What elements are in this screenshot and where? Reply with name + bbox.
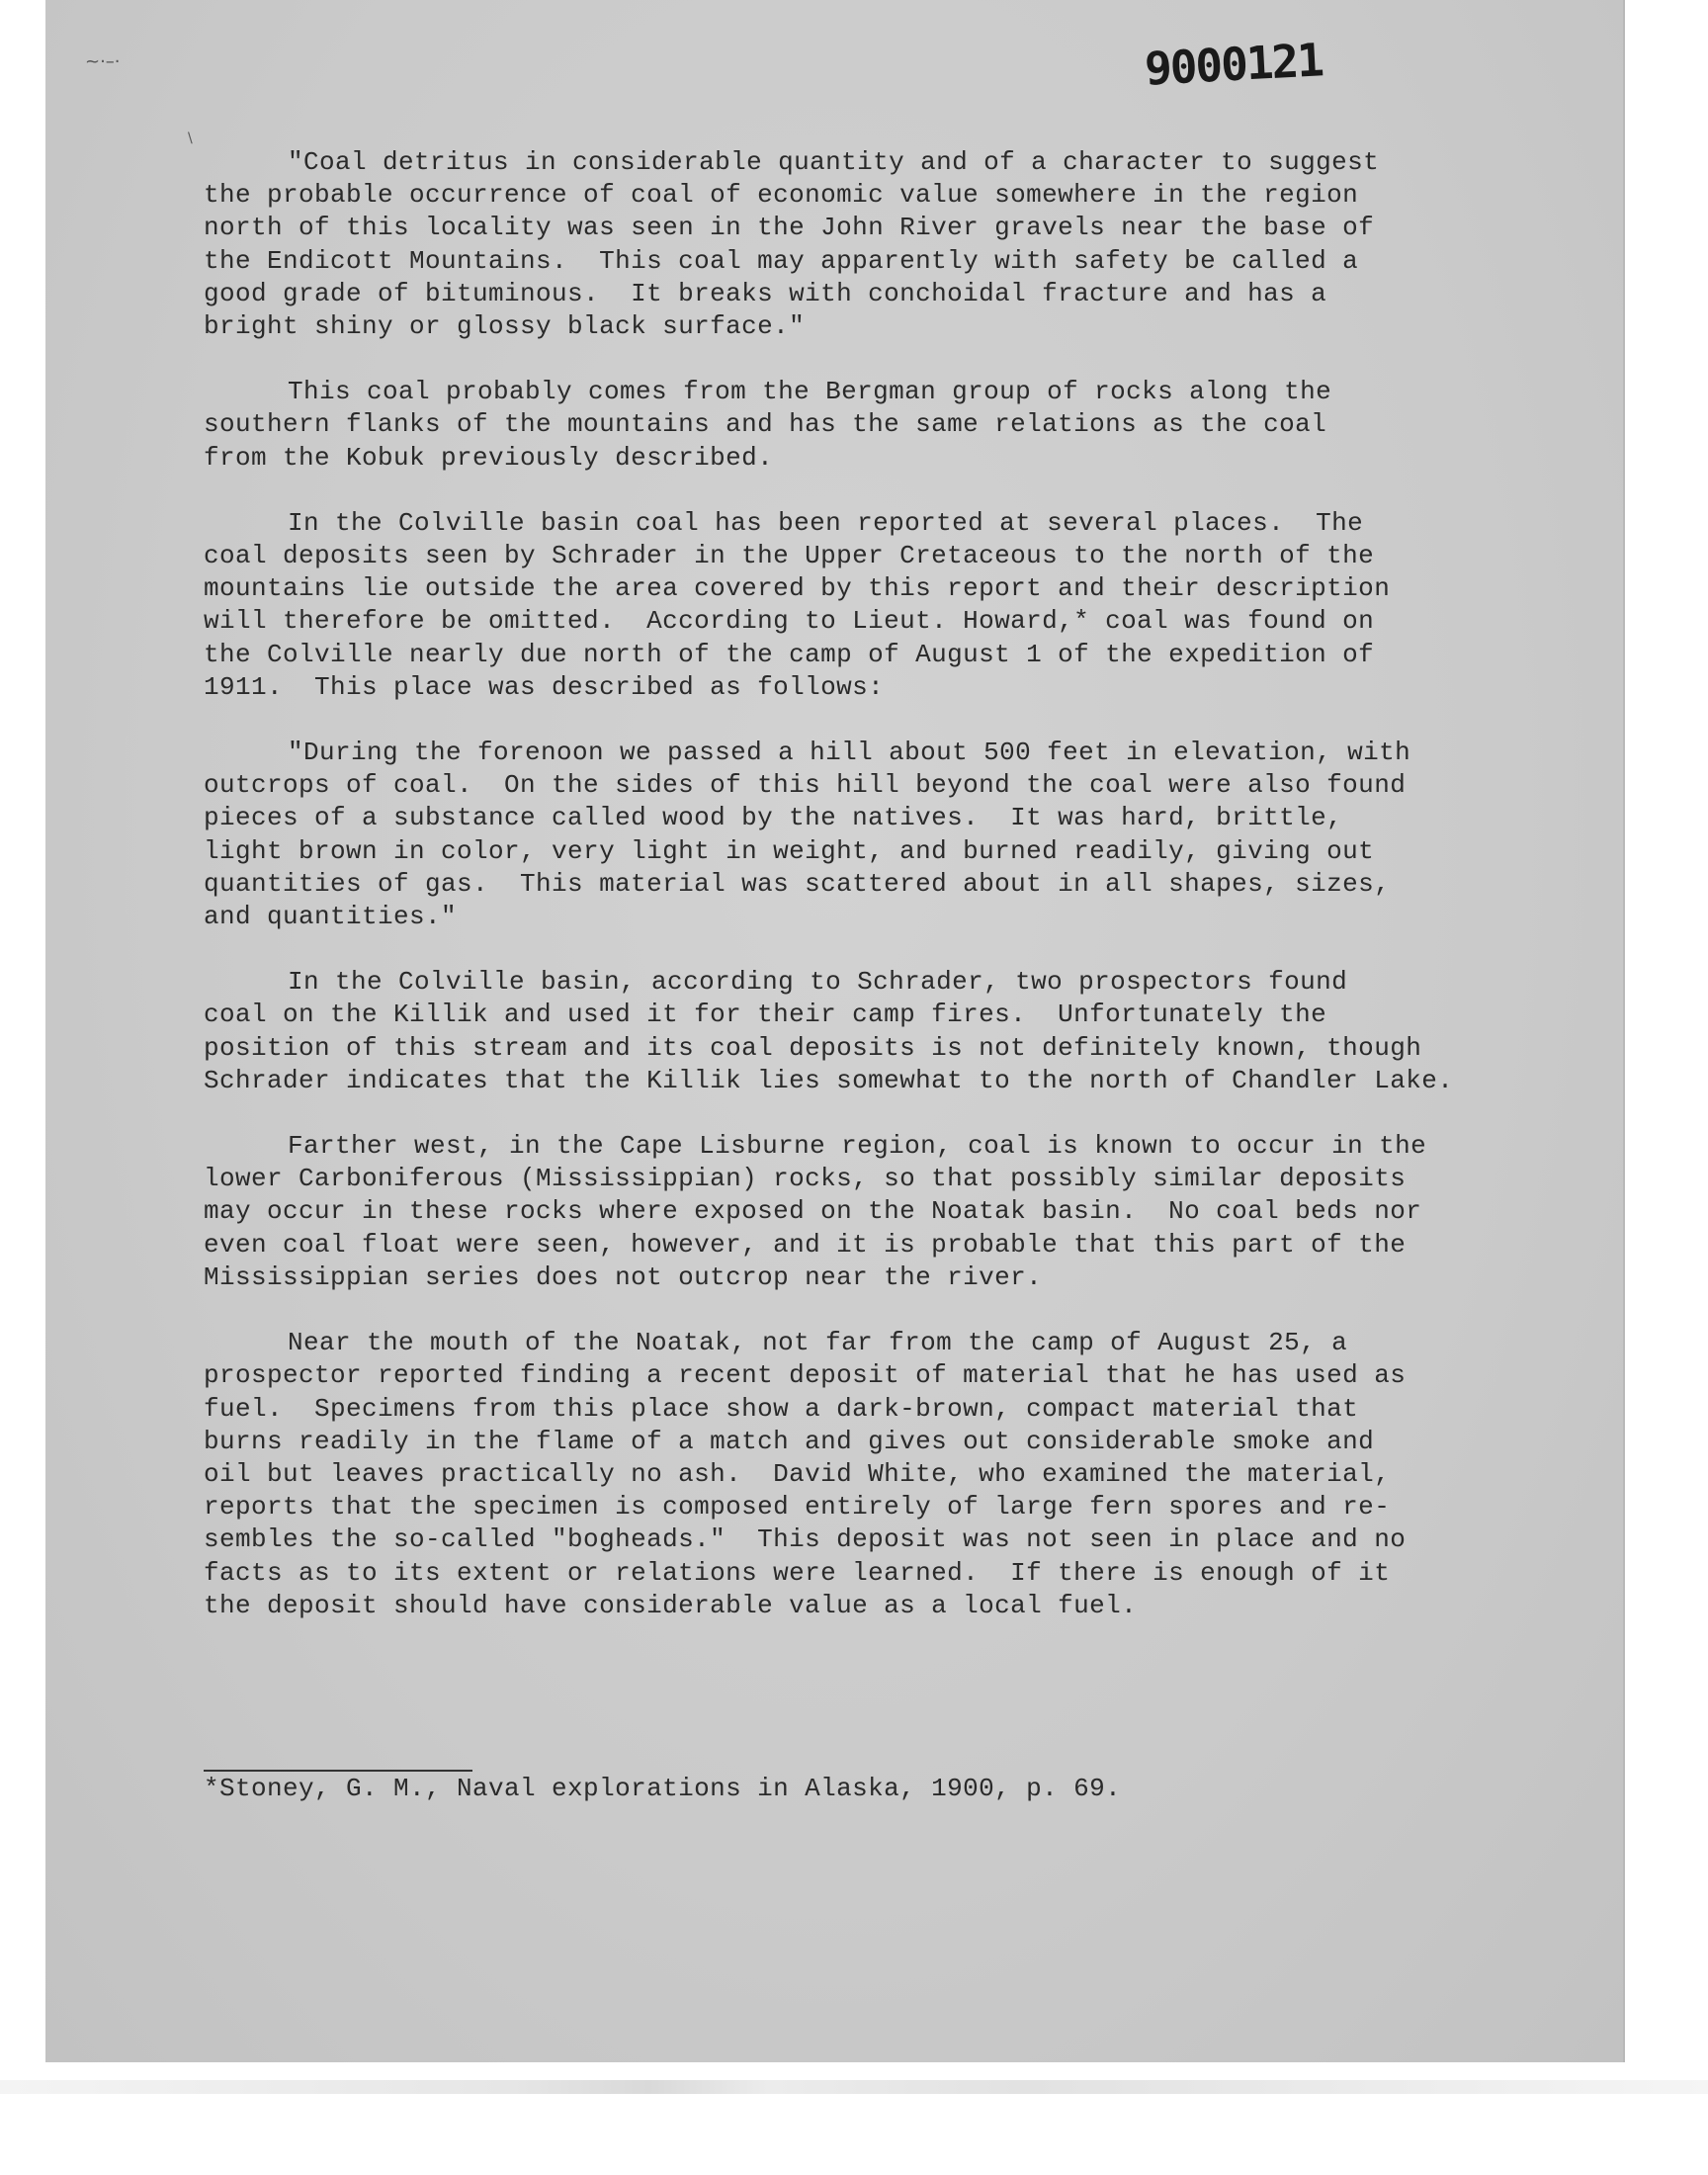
paragraph-5 xyxy=(204,966,1508,1097)
text-line: Mississippian series does not outcrop near the river. xyxy=(204,1262,1043,1292)
paragraph-6 xyxy=(204,1130,1508,1294)
text-line: good grade of bituminous. It breaks with conchoidal fracture and has a xyxy=(204,278,1327,308)
text-line: even coal float were seen, however, and it is probable that this part of the xyxy=(204,1229,1407,1260)
text-line: "Coal detritus in considerable quantity and of a character to suggest xyxy=(288,147,1380,177)
text-line: the Endicott Mountains. This coal may apparently with safety be called a xyxy=(204,245,1359,276)
text-line: southern flanks of the mountains and has the same relations as the coal xyxy=(204,409,1327,440)
paragraph-1 xyxy=(204,146,1508,343)
text-line: Farther west, in the Cape Lisburne region, coal is known to occur in the xyxy=(288,1131,1427,1162)
text-line: from the Kobuk previously described. xyxy=(204,442,774,473)
text-line: light brown in color, very light in weight, and burned readily, giving out xyxy=(204,835,1375,866)
text-line: pieces of a substance called wood by the natives. It was hard, brittle, xyxy=(204,803,1343,833)
scanner-edge-strip xyxy=(0,2080,1708,2094)
paragraph-3 xyxy=(204,507,1508,704)
text-line: Near the mouth of the Noatak, not far from the camp of August 25, a xyxy=(288,1328,1348,1358)
text-line: sembles the so-called "bogheads." This deposit was not seen in place and no xyxy=(204,1524,1407,1555)
text-line: fuel. Specimens from this place show a dark-brown, compact material that xyxy=(204,1393,1359,1424)
text-line: "During the forenoon we passed a hill about 500 feet in elevation, with xyxy=(288,738,1411,768)
text-line: oil but leaves practically no ash. David White, who examined the material, xyxy=(204,1458,1391,1489)
text-line: will therefore be omitted. According to Lieut. Howard,* coal was found on xyxy=(204,606,1375,637)
text-line: coal on the Killik and used it for their camp fires. Unfortunately the xyxy=(204,1000,1327,1030)
text-line: This coal probably comes from the Bergman group of rocks along the xyxy=(288,377,1332,407)
text-line: the Colville nearly due north of the camp of August 1 of the expedition of xyxy=(204,639,1375,669)
scan-speck: \ xyxy=(188,130,193,146)
text-line: mountains lie outside the area covered by this report and their description xyxy=(204,573,1391,604)
body-text xyxy=(204,146,1508,1655)
paragraph-2 xyxy=(204,376,1508,475)
text-line: the deposit should have considerable value as a local fuel. xyxy=(204,1590,1138,1620)
text-line: 1911. This place was described as follows: xyxy=(204,671,885,702)
text-line: and quantities." xyxy=(204,902,458,932)
text-line: Schrader indicates that the Killik lies somewhat to the north of Chandler Lake. xyxy=(204,1065,1454,1095)
text-line: In the Colville basin coal has been reported at several places. The xyxy=(288,507,1364,538)
document-stamp-number: 9000121 xyxy=(1143,33,1324,96)
scan-speck: ~·–· xyxy=(85,51,121,72)
text-line: reports that the specimen is composed entirely of large fern spores and re- xyxy=(204,1492,1391,1522)
footnote-divider xyxy=(204,1770,472,1772)
text-line: may occur in these rocks where exposed on the Noatak basin. No coal beds nor xyxy=(204,1196,1422,1227)
text-line: burns readily in the flame of a match and gives out considerable smoke and xyxy=(204,1426,1375,1456)
text-line: the probable occurrence of coal of economic value somewhere in the region xyxy=(204,180,1359,211)
text-line: facts as to its extent or relations were learned. If there is enough of it xyxy=(204,1557,1391,1588)
text-line: In the Colville basin, according to Schrader, two prospectors found xyxy=(288,967,1348,998)
text-line: position of this stream and its coal deposits is not definitely known, though xyxy=(204,1032,1422,1063)
paragraph-4-quotation xyxy=(204,737,1508,933)
footnote: *Stoney, G. M., Naval explorations in Alaska, 1900, p. 69. xyxy=(204,1774,1122,1803)
text-line: bright shiny or glossy black surface." xyxy=(204,311,806,342)
text-line: quantities of gas. This material was scattered about in all shapes, sizes, xyxy=(204,868,1391,899)
paragraph-7 xyxy=(204,1327,1508,1622)
text-line: coal deposits seen by Schrader in the Upper Cretaceous to the north of the xyxy=(204,541,1375,571)
text-line: outcrops of coal. On the sides of this hill beyond the coal were also found xyxy=(204,770,1407,801)
text-line: north of this locality was seen in the John River gravels near the base of xyxy=(204,213,1375,243)
text-line: prospector reported finding a recent deposit of material that he has used as xyxy=(204,1360,1407,1391)
text-line: lower Carboniferous (Mississippian) rocks, so that possibly similar deposits xyxy=(204,1164,1407,1194)
